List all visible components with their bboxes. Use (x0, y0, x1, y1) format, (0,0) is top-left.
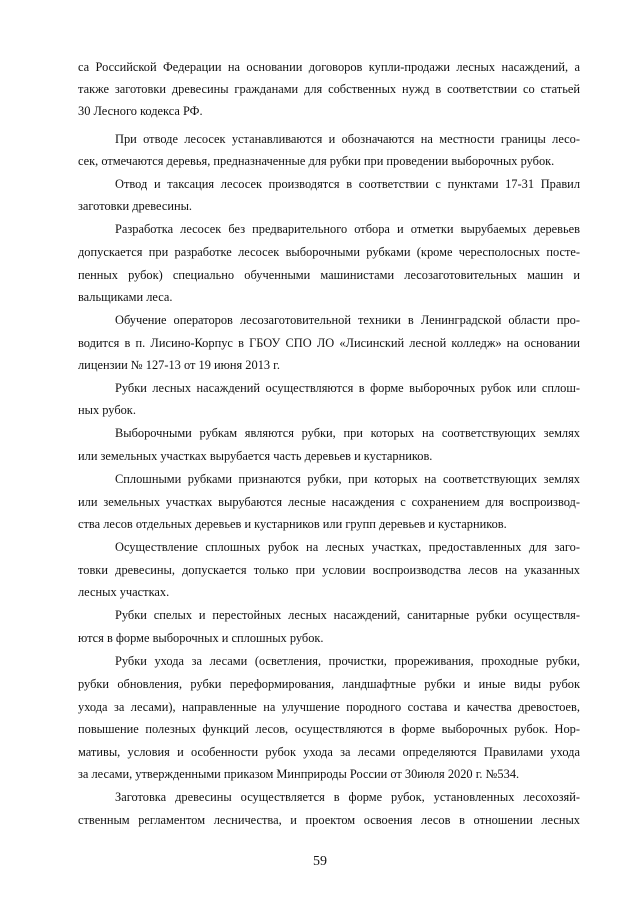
text-line: водится в п. Лисино-Корпус в ГБОУ СПО ЛО «Лисинский лесной колледж» на основании (78, 336, 580, 350)
paragraph-first-line: Рубки лесных насаждений осуществляются в форме выборочных рубок или сплош- (115, 381, 580, 395)
paragraph-first-line: Выборочными рубкам являются рубки, при которых на соответствующих землях (115, 426, 580, 440)
text-line: ства лесов отдельных деревьев и кустарников или групп деревьев и кустарников. (78, 517, 507, 531)
paragraph-first-line: Рубки ухода за лесами (осветления, прочистки, прореживания, проходные рубки, (115, 654, 580, 668)
paragraph-first-line: Заготовка древесины осуществляется в форме рубок, установленных лесохозяй- (115, 790, 580, 804)
document-page (78, 56, 580, 846)
text-line: пенных рубок) специально обученными машинистами лесозаготовительных машин и (78, 268, 580, 282)
paragraph-first-line: Осуществление сплошных рубок на лесных участках, предоставленных для заго- (115, 540, 580, 554)
paragraph-first-line: Рубки спелых и перестойных лесных насаждений, санитарные рубки осуществля- (115, 608, 580, 622)
text-line: ных рубок. (78, 403, 136, 417)
text-line: мативы, условия и особенности рубок ухода за лесами определяются Правилами ухода (78, 745, 580, 759)
text-line: за лесами, утвержденными приказом Минприроды России от 30июля 2020 г. №534. (78, 767, 520, 781)
paragraph-first-line: При отводе лесосек устанавливаются и обозначаются на местности границы лесо- (115, 132, 580, 146)
page-number: 59 (313, 854, 327, 869)
text-line: повышение полезных функций лесов, осуществляются в форме выборочных рубок. Нор- (78, 722, 580, 736)
text-line: заготовки древесины. (78, 199, 193, 213)
text-line: ственным регламентом лесничества, и проектом освоения лесов в отношении лесных (78, 813, 580, 827)
text-line: рубки обновления, рубки переформирования, ландшафтные рубки и иные виды рубок (78, 677, 580, 691)
text-line: или земельных участках вырубается часть деревьев и кустарников. (78, 449, 433, 463)
text-line: 30 Лесного кодекса РФ. (78, 104, 203, 118)
text-line: сек, отмечаются деревья, предназначенные для рубки при проведении выборочных рубок. (78, 154, 555, 168)
text-line: ухода за лесами), направленные на улучшение породного состава и качества древостоев, (78, 700, 580, 714)
text-line: также заготовки древесины гражданами для собственных нужд в соответствии со статьей (78, 82, 580, 96)
paragraph-first-line: Отвод и таксация лесосек производятся в соответствии с пунктами 17-31 Правил (115, 177, 580, 191)
text-line: ются в форме выборочных и сплошных рубок. (78, 631, 324, 645)
paragraph-first-line: Обучение операторов лесозаготовительной техники в Ленинградской области про- (115, 313, 580, 327)
text-line: товки древесины, допускается только при условии воспроизводства лесов на указанных (78, 563, 580, 577)
text-line: или земельных участках вырубаются лесные насаждения с сохранением для воспроизвод- (78, 495, 580, 509)
paragraph-first-line: Сплошными рубками признаются рубки, при которых на соответствующих землях (115, 472, 580, 486)
text-line: вальщиками леса. (78, 290, 173, 304)
text-line: лицензии № 127-13 от 19 июня 2013 г. (78, 358, 280, 372)
text-line: допускается при разработке лесосек выборочными рубками (кроме чересполосных посте- (78, 245, 580, 259)
text-line: са Российской Федерации на основании договоров купли-продажи лесных насаждений, а (78, 60, 580, 74)
text-line: лесных участках. (78, 585, 170, 599)
paragraph-first-line: Разработка лесосек без предварительного отбора и отметки вырубаемых деревьев (115, 222, 580, 236)
